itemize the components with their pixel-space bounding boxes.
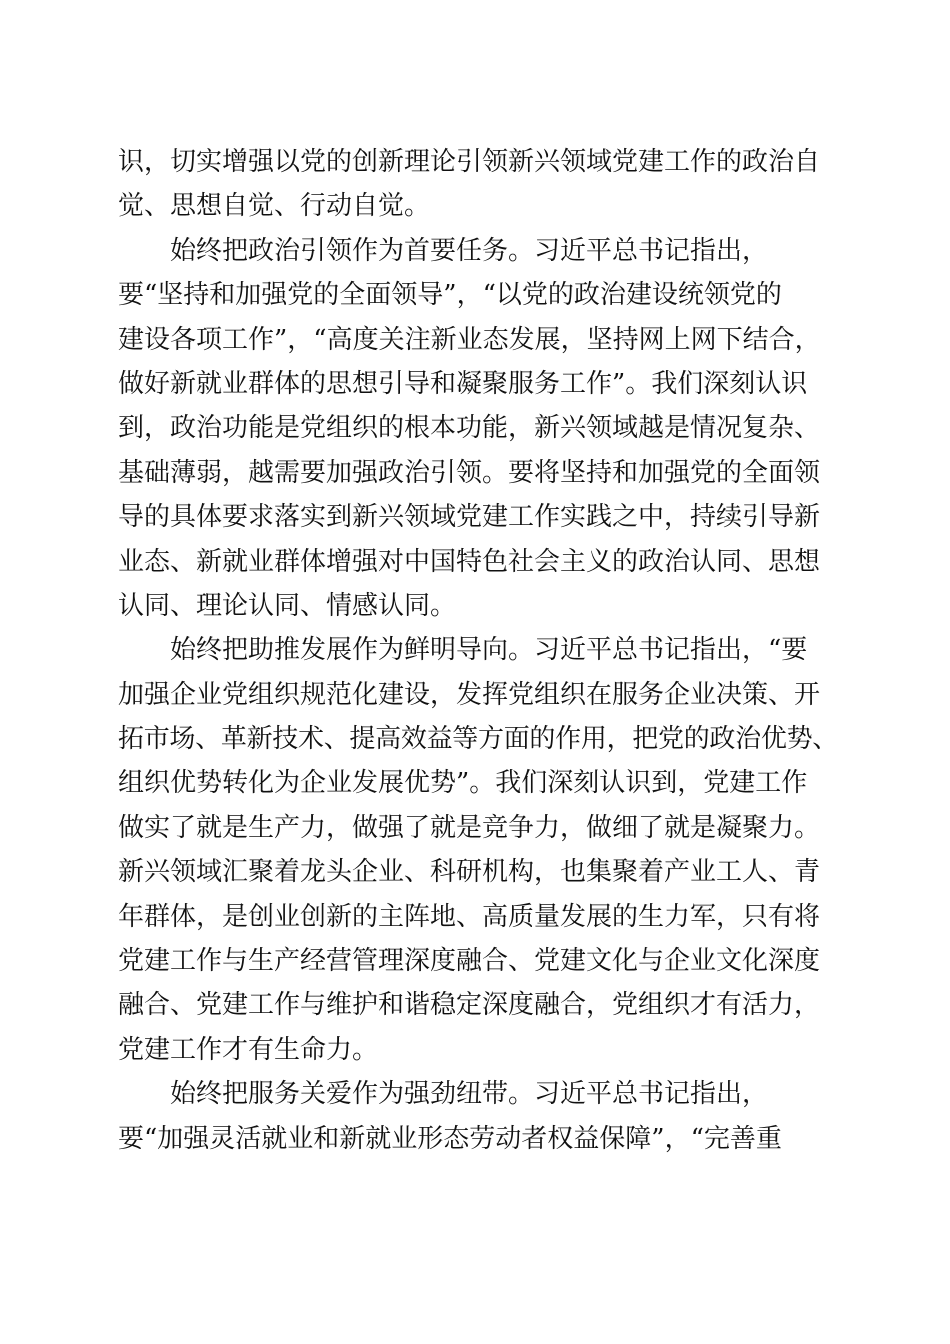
text-line: 基础薄弱，越需要加强政治引领。要将坚持和加强党的全面领 (118, 457, 821, 488)
text-line: 要“坚持和加强党的全面领导”，“以党的政治建设统领党的 (118, 280, 782, 311)
text-line: 到，政治功能是党组织的根本功能，新兴领域越是情况复杂、 (118, 413, 821, 444)
text-line: 拓市场、革新技术、提高效益等方面的作用，把党的政治优势、 (118, 724, 838, 755)
body-text (118, 140, 838, 1161)
text-line: 做好新就业群体的思想引导和凝聚服务工作”。我们深刻认识 (118, 368, 808, 399)
paragraph-first-line: 始终把助推发展作为鲜明导向。习近平总书记指出，“要 (170, 635, 808, 666)
text-line: 组织优势转化为企业发展优势”。我们深刻认识到，党建工作 (118, 768, 808, 799)
text-line: 建设各项工作”，“高度关注新业态发展，坚持网上网下结合， (118, 324, 821, 355)
paragraph-first-line: 始终把政治引领作为首要任务。习近平总书记指出， (170, 235, 769, 266)
text-line: 做实了就是生产力，做强了就是竞争力，做细了就是凝聚力。 (118, 812, 821, 843)
text-line: 融合、党建工作与维护和谐稳定深度融合，党组织才有活力， (118, 990, 821, 1021)
text-line: 加强企业党组织规范化建设，发挥党组织在服务企业决策、开 (118, 679, 821, 710)
text-line: 导的具体要求落实到新兴领域党建工作实践之中，持续引导新 (118, 502, 821, 533)
text-line: 党建工作才有生命力。 (118, 1034, 379, 1065)
text-line: 识，切实增强以党的创新理论引领新兴领域党建工作的政治自 (118, 147, 821, 177)
text-line: 觉、思想自觉、行动自觉。 (118, 191, 431, 222)
text-line: 认同、理论认同、情感认同。 (118, 590, 457, 621)
text-line: 新兴领域汇聚着龙头企业、科研机构，也集聚着产业工人、青 (118, 857, 821, 888)
text-line: 党建工作与生产经营管理深度融合、党建文化与企业文化深度 (118, 946, 821, 977)
text-line: 要“加强灵活就业和新就业形态劳动者权益保障”，“完善重 (118, 1123, 782, 1154)
text-line: 年群体，是创业创新的主阵地、高质量发展的生力军，只有将 (118, 901, 821, 932)
text-line: 业态、新就业群体增强对中国特色社会主义的政治认同、思想 (118, 546, 821, 577)
paragraph-first-line: 始终把服务关爱作为强劲纽带。习近平总书记指出， (170, 1079, 769, 1110)
